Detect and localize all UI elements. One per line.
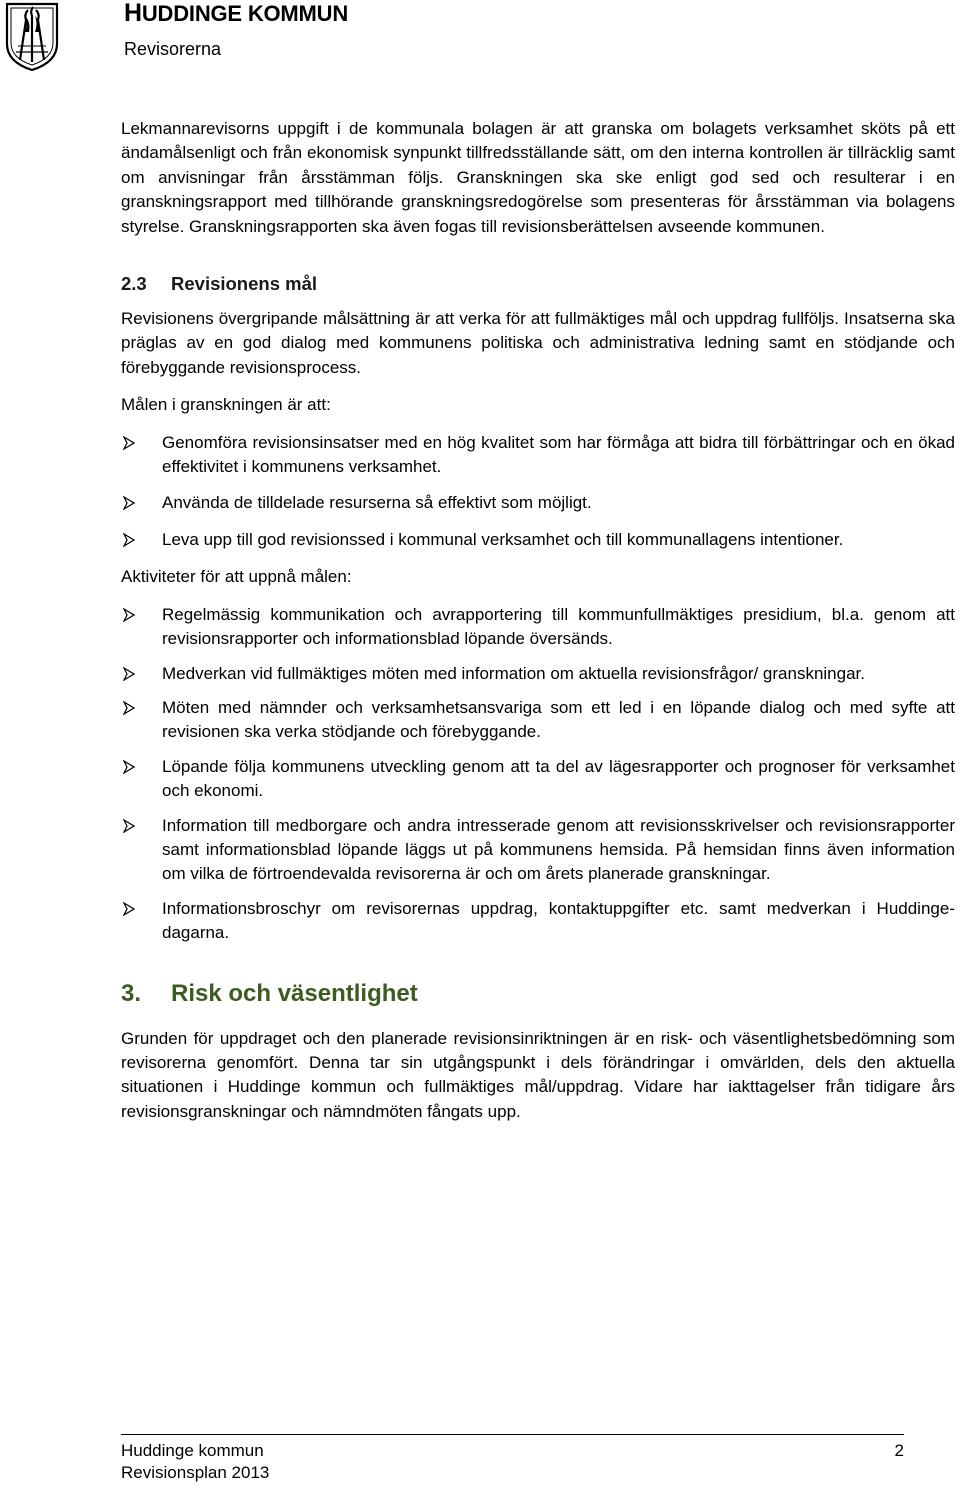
arrowhead-bullet-icon — [123, 760, 135, 774]
arrowhead-bullet-icon — [123, 701, 135, 715]
risk-paragraph: Grunden för uppdraget och den planerade revisionsinriktningen är en risk- och väsentlighetsbedömning som revisorerna genomfört. Denna tar sin utgångspunkt i dels förändringar i omvärlden, dels den aktuella situationen i Huddinge kommun och fullmäktiges mål/uppdrag. Vidare har iakttagelser från tidigare års revisionsgranskningar och nämndmöten fångats upp. — [121, 1028, 955, 1121]
organization-name: HUDDINGE KOMMUN — [124, 0, 349, 27]
arrowhead-bullet-icon — [123, 819, 135, 833]
intro-paragraph: Lekmannarevisorns uppgift i de kommunala bolagen är att granska om bolagets verksamhet sköts på ett ändamålsenligt och från ekonomisk synpunkt tillfredsställande sätt, om den interna kontrollen är tillräcklig samt om anvisningar från årsstämman följs. Granskningen ska ske enligt god sed och resulterar i en granskningsrapport med tillhörande granskningsredogörelse som presenteras för årsstämman via bolagens styrelse. Granskningsrapporten ska även fogas till revisionsberättelsen avseende kommunen. — [121, 119, 955, 236]
list-item: Medverkan vid fullmäktiges möten med information om aktuella revisionsfrågor/ granskningar. — [121, 662, 955, 686]
chapter-title: Risk och väsentlighet — [171, 979, 418, 1007]
list-item: Möten med nämnder och verksamhetsansvariga som ett led i en löpande dialog och med syfte att revisionen ska verka stödjande och förebyggande. — [121, 696, 955, 745]
list-item: Regelmässig kommunikation och avrapportering till kommunfullmäktiges presidium, bl.a. genom att revisionsrapporter och informationsblad löpande översänds. — [121, 603, 955, 652]
footer-organization: Huddinge kommun — [121, 1441, 264, 1460]
arrowhead-bullet-icon — [123, 436, 135, 450]
activities-intro: Aktiviteter för att uppnå målen: — [121, 567, 352, 587]
section-number: 2.3 — [121, 273, 147, 295]
page-number: 2 — [894, 1441, 904, 1460]
list-item: Information till medborgare och andra intresserade genom att revisionsskrivelser och revisionsrapporter samt informationsblad löpande läggs ut på kommunens hemsida. På hemsidan finns även information om vilka de förtroendevalda revisorerna är och om årets planerade granskningar. — [121, 814, 955, 887]
list-item: Löpande följa kommunens utveckling genom att ta del av lägesrapporter och prognoser för verksamhet och ekonomi. — [121, 755, 955, 804]
list-item: Genomföra revisionsinsatser med en hög kvalitet som har förmåga att bidra till förbättringar och en ökad effektivitet i kommunens verksamhet. — [121, 431, 955, 480]
activities-list — [121, 603, 955, 946]
goals-intro: Målen i granskningen är att: — [121, 395, 331, 415]
department-name: Revisorerna — [124, 39, 222, 59]
footer-document-title: Revisionsplan 2013 — [121, 1463, 270, 1482]
goals-list — [121, 431, 955, 553]
arrowhead-bullet-icon — [123, 667, 135, 681]
list-item: Informationsbroschyr om revisorernas uppdrag, kontaktuppgifter etc. samt medverkan i Huddinge-dagarna. — [121, 897, 955, 946]
section-title: Revisionens mål — [171, 273, 318, 295]
list-item: Leva upp till god revisionssed i kommunal verksamhet och till kommunallagens intentioner. — [121, 528, 955, 552]
chapter-number: 3. — [121, 979, 142, 1007]
municipality-logo — [4, 2, 60, 72]
footer-divider — [121, 1434, 904, 1435]
page-content — [121, 117, 955, 1124]
goals-paragraph: Revisionens övergripande målsättning är att verka för att fullmäktiges mål och uppdrag fullföljs. Insatserna ska präglas av en god dialog med kommunens politiska och administrativa ledning samt en stödjande och förebyggande revisionsprocess. — [121, 309, 955, 377]
arrowhead-bullet-icon — [123, 533, 135, 547]
arrowhead-bullet-icon — [123, 496, 135, 510]
chapter-heading-3 — [121, 979, 955, 1009]
arrowhead-bullet-icon — [123, 608, 135, 622]
arrowhead-bullet-icon — [123, 902, 135, 916]
section-heading-2-3 — [121, 272, 955, 296]
list-item: Använda de tilldelade resurserna så effektivt som möjligt. — [121, 491, 955, 515]
